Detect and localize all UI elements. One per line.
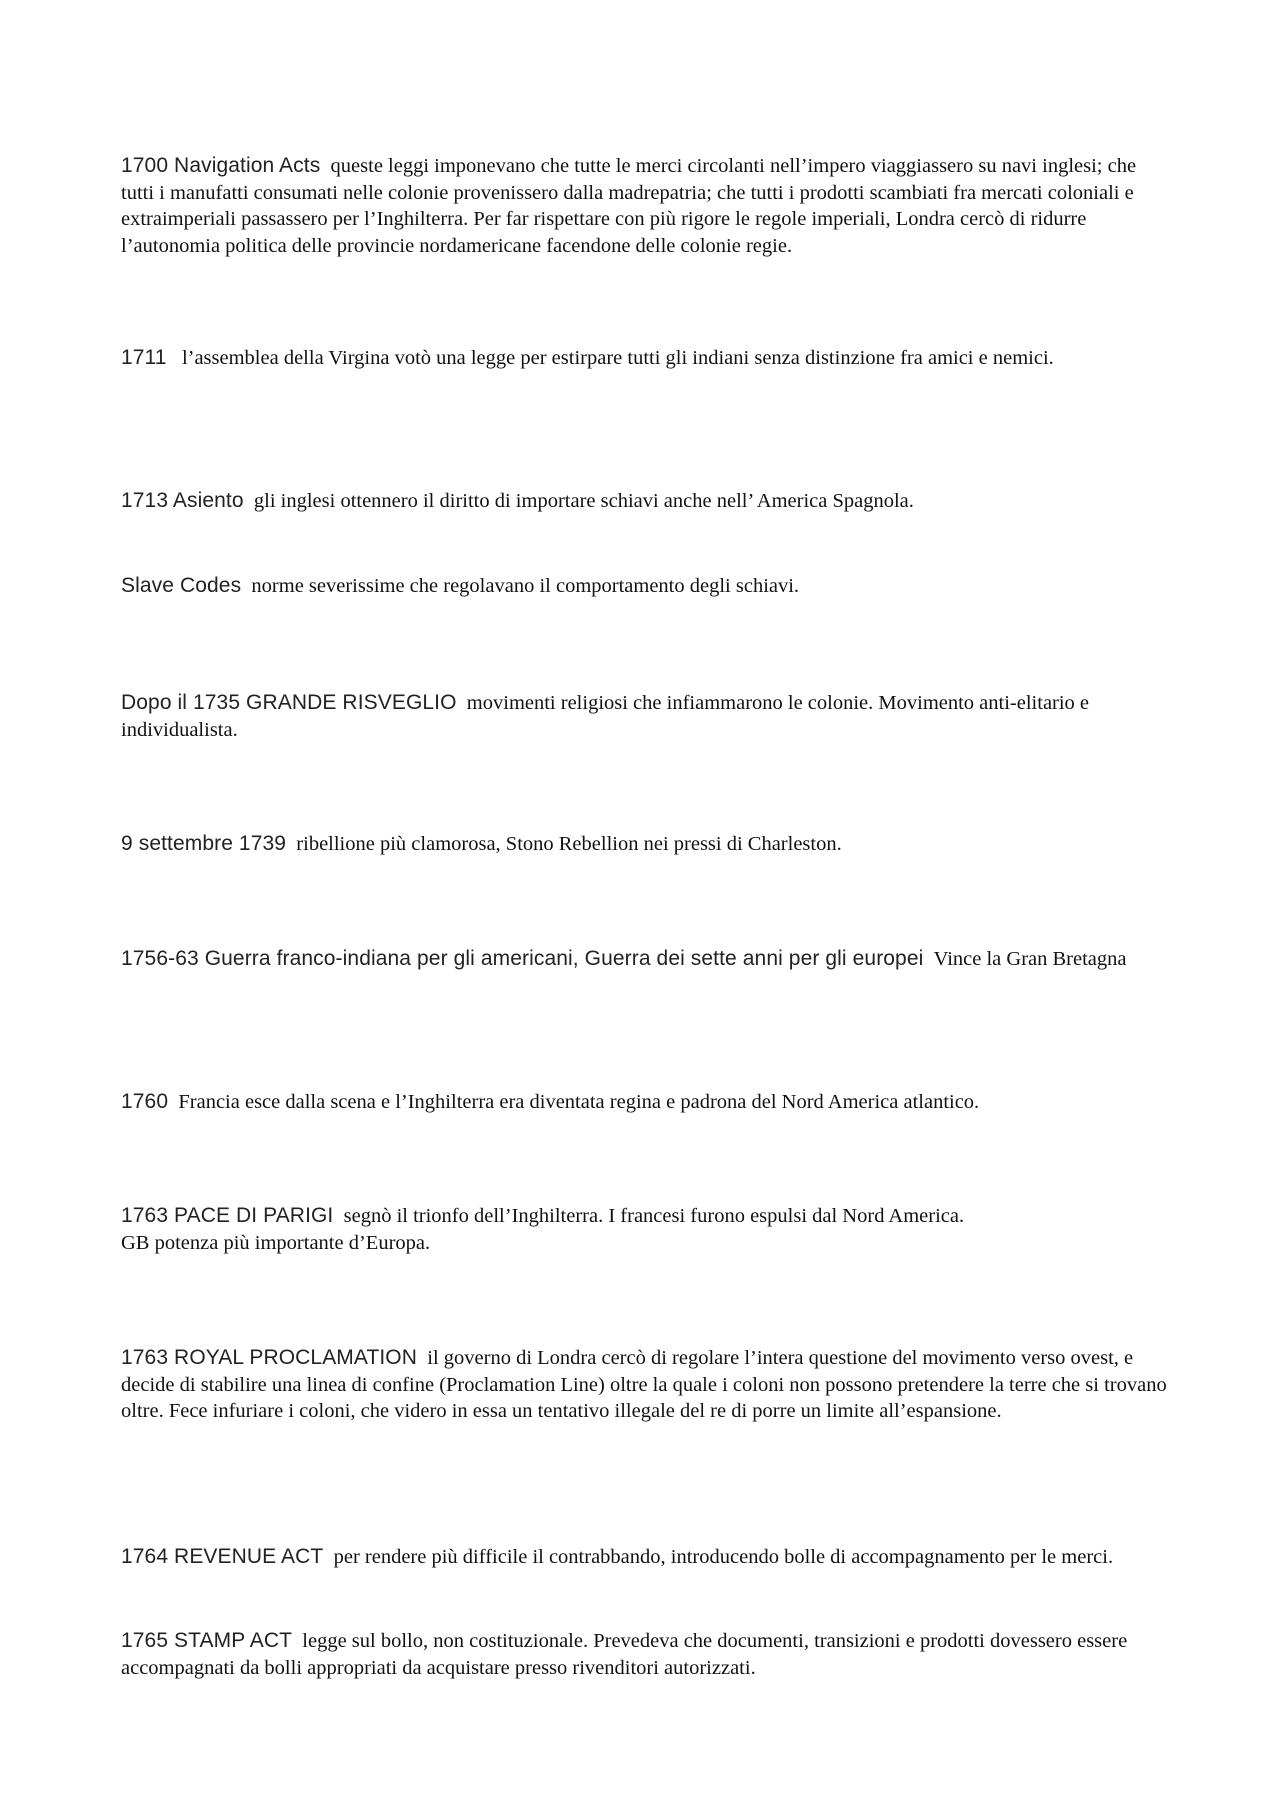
entry-text: segnò il trionfo dell’Inghilterra. I francesi furono espulsi dal Nord America. xyxy=(343,1205,965,1227)
entry-term: 1764 REVENUE ACT xyxy=(121,1545,324,1568)
entry-text: Vince la Gran Bretagna xyxy=(933,948,1127,970)
entry-term: 9 settembre 1739 xyxy=(121,832,287,855)
entry-term: 1756-63 Guerra franco-indiana per gli americani, Guerra dei sette anni per gli europei xyxy=(121,947,924,970)
entry-text: il governo di Londra cercò di regolare l’intera questione del movimento verso ovest, e decide di stabilire una linea di confine (Proclamation Line) oltre la quale i coloni non possono pretendere la terre che si trovano oltre. Fece infuriare i coloni, che videro in essa un tentativo illegale del re di porre un limite all’espansione. xyxy=(121,1347,1167,1422)
entry-term: Slave Codes xyxy=(121,574,242,597)
entry-term: 1711 xyxy=(121,346,167,369)
entry-term: 1763 ROYAL PROCLAMATION xyxy=(121,1346,418,1369)
entry-text: queste leggi imponevano che tutte le merci circolanti nell’impero viaggiassero su navi inglesi; che tutti i manufatti consumati nelle colonie provenissero dalla madrepatria; che tutti i prodotti scambiati fra mercati coloniali e extraimperiali passassero per l’Inghilterra. Per far rispettare con più rigore le regole imperiali, Londra cercò di ridurre l’autonomia politica delle provincie nordamericane facendone delle colonie regie. xyxy=(121,155,1137,257)
entry-asiento xyxy=(121,488,1173,515)
entry-text: l’assemblea della Virgina votò una legge per estirpare tutti gli indiani senza distinzione fra amici e nemici. xyxy=(176,347,1054,369)
entry-text-line2: GB potenza più importante d’Europa. xyxy=(121,1231,431,1254)
entry-royal-proclamation xyxy=(121,1345,1173,1425)
entry-term: 1765 STAMP ACT xyxy=(121,1629,293,1652)
entry-text: gli inglesi ottennero il diritto di importare schiavi anche nell’ America Spagnola. xyxy=(253,490,914,512)
entry-text: norme severissime che regolavano il comportamento degli schiavi. xyxy=(251,575,800,597)
entry-text: legge sul bollo, non costituzionale. Prevedeva che documenti, transizioni e prodotti dovessero essere accompagnati da bolli appropriati da acquistare presso rivenditori autorizzati. xyxy=(121,1630,1128,1679)
entry-slave-codes xyxy=(121,573,1173,600)
entry-text: Francia esce dalla scena e l’Inghilterra era diventata regina e padrona del Nord America atlantico. xyxy=(178,1091,980,1113)
entry-term: 1713 Asiento xyxy=(121,489,244,512)
entry-navigation-acts xyxy=(121,153,1173,259)
entry-text: movimenti religiosi che infiammarono le colonie. Movimento anti-elitario e individualista. xyxy=(121,692,1090,741)
entry-stono-rebellion xyxy=(121,831,1173,858)
entry-text: per rendere più difficile il contrabbando, introducendo bolle di accompagnamento per le merci. xyxy=(333,1546,1114,1568)
entry-grande-risveglio xyxy=(121,690,1173,743)
entry-pace-di-parigi xyxy=(121,1203,1173,1256)
entry-term: 1700 Navigation Acts xyxy=(121,154,321,177)
entry-1711 xyxy=(121,345,1173,372)
entry-1760 xyxy=(121,1089,1173,1116)
entry-text: ribellione più clamorosa, Stono Rebellion nei pressi di Charleston. xyxy=(296,833,842,855)
entry-term: 1760 xyxy=(121,1090,169,1113)
entry-term: Dopo il 1735 GRANDE RISVEGLIO xyxy=(121,691,457,714)
entry-revenue-act xyxy=(121,1541,1173,1573)
entry-term: 1763 PACE DI PARIGI xyxy=(121,1204,334,1227)
entry-guerra-franco-indiana xyxy=(121,946,1173,973)
entry-stamp-act xyxy=(121,1628,1173,1681)
